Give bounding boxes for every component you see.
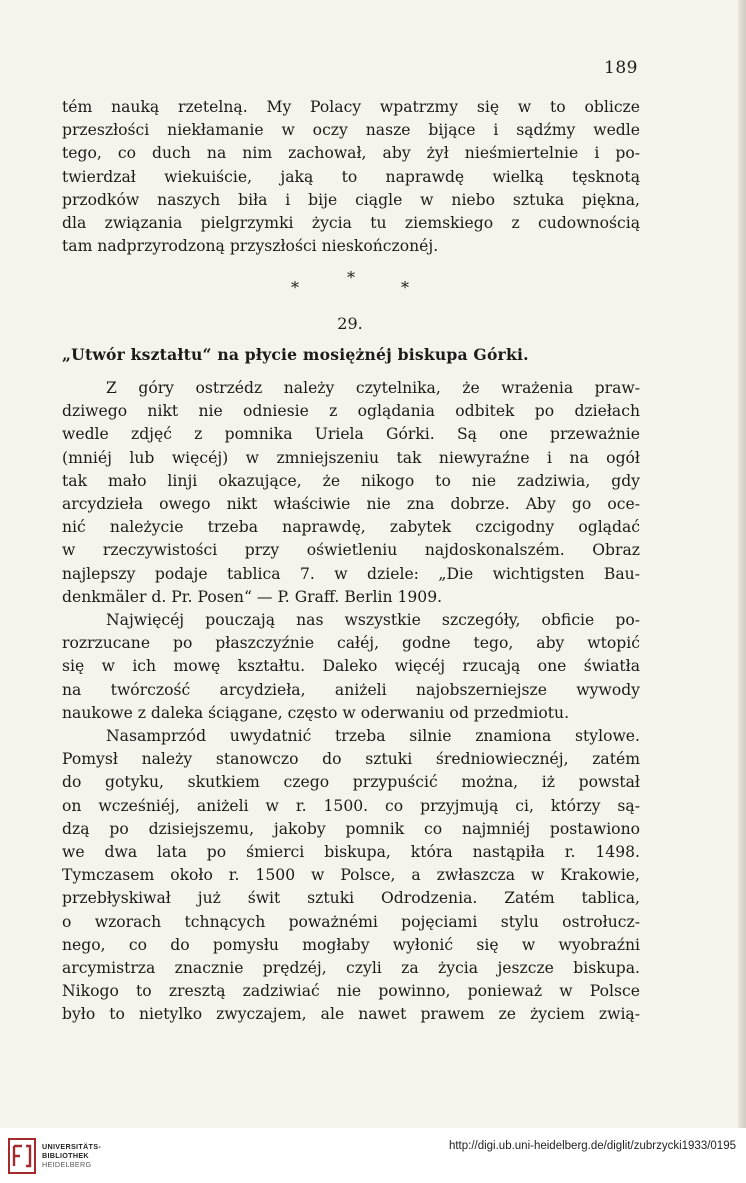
text-line: wedle zdjęć z pomnika Uriela Górki. Są one przeważnie <box>62 425 640 444</box>
separator-star: * <box>291 278 299 297</box>
page-number: 189 <box>604 58 638 78</box>
text-line: w rzeczywistości przy oświetleniu najdoskonalszém. Obraz <box>62 541 640 560</box>
logo-line: BIBLIOTHEK <box>42 1151 89 1160</box>
paragraph-2 <box>62 609 640 725</box>
text-line: Nasamprzód uwydatnić trzeba silnie znamiona stylowe. <box>106 727 640 745</box>
separator-star: * <box>401 278 409 297</box>
section-separator <box>285 268 415 298</box>
text-line: dzą po dzisiejszemu, jakoby pomnik co najmniéj postawiono <box>62 819 640 838</box>
text-line: on wcześniéj, aniżeli w r. 1500. co przyjmują ci, którzy są- <box>62 796 640 815</box>
text-line: dziwego nikt nie odniesie z oglądania odbitek po dziełach <box>62 402 640 421</box>
section-title: „Utwór kształtu“ na płycie mosiężnéj biskupa Górki. <box>62 345 529 364</box>
text-line: na twórczość arcydzieła, aniżeli najobszerniejsze wywody <box>62 680 640 699</box>
text-line: Pomysł należy stanowczo do sztuki średniowiecznéj, zatém <box>62 750 640 769</box>
text-line: nić należycie trzeba naprawdę, zabytek czcigodny oglądać <box>62 518 640 537</box>
paragraph-1 <box>62 377 640 609</box>
text-line: tego, co duch na nim zachował, aby żył nieśmiertelnie i po- <box>62 144 640 163</box>
text-line: tam nadprzyrodzoną przyszłości nieskończonéj. <box>62 237 439 256</box>
logo-line: UNIVERSITÄTS- <box>42 1142 102 1151</box>
text-line: dla związania pielgrzymki życia tu ziemskiego z cudownością <box>62 213 640 232</box>
text-line: we dwa lata po śmierci biskupa, która nastąpiła r. 1498. <box>62 842 640 861</box>
text-line: do gotyku, skutkiem czego przypuścić można, iż powstał <box>62 773 640 792</box>
text-line: naukowe z daleka ściągane, często w oderwaniu od przedmiotu. <box>62 703 570 722</box>
text-line: tak mało linji okazujące, że nikogo to nie zadziwia, gdy <box>62 471 640 490</box>
text-line: było to nietylko zwyczajem, ale nawet prawem ze życiem zwią- <box>62 1005 640 1024</box>
source-url-link[interactable]: http://digi.ub.uni-heidelberg.de/diglit/zubrzycki1933/0195 <box>448 1140 736 1152</box>
text-line: Nikogo to zresztą zadziwiać nie powinno, ponieważ w Polsce <box>62 982 640 1001</box>
footer-bar <box>0 1128 746 1183</box>
text-line: arcydzieła owego nikt właściwie nie zna dobrze. Aby go oce- <box>62 494 640 513</box>
text-line: twierdzał wiekuiście, jaką to naprawdę wielką tęsknotą <box>62 167 640 186</box>
text-line: najlepszy podaje tablica 7. w dziele: „Die wichtigsten Bau- <box>62 564 640 583</box>
library-logo-icon[interactable] <box>8 1138 36 1174</box>
separator-star: * <box>347 268 355 287</box>
text-line: się w ich mowę kształtu. Daleko więcéj rzucają one światła <box>62 657 640 676</box>
text-line: Z góry ostrzédz należy czytelnika, że wrażenia praw- <box>106 379 640 397</box>
page-edge <box>738 0 746 1128</box>
library-logo-text[interactable] <box>42 1142 101 1169</box>
text-line: tém nauką rzetelną. My Polacy wpatrzmy się w to oblicze <box>62 98 640 116</box>
text-line: nego, co do pomysłu mogłaby wyłonić się w wyobraźni <box>62 935 640 954</box>
text-line: przodków naszych biła i bije ciągle w niebo sztuka piękna, <box>62 190 640 209</box>
text-line: Tymczasem około r. 1500 w Polsce, a zwłaszcza w Krakowie, <box>62 866 640 885</box>
text-line: arcymistrza znacznie prędzéj, czyli za życia jeszcze biskupa. <box>62 958 640 977</box>
text-line: przeszłości niekłamanie w oczy nasze bijące i sądźmy wedle <box>62 121 640 140</box>
logo-line: HEIDELBERG <box>42 1160 92 1169</box>
paragraph-3 <box>62 725 640 1026</box>
section-number: 29. <box>337 314 363 333</box>
text-line: przebłyskiwał już świt sztuki Odrodzenia. Zatém tablica, <box>62 889 640 908</box>
text-line: denkmäler d. Pr. Posen“ — P. Graff. Berlin 1909. <box>62 587 443 606</box>
text-line: rozrzucane po płaszczyźnie całéj, godne tego, aby wtopić <box>62 634 640 653</box>
text-line: Najwięcéj pouczają nas wszystkie szczegóły, obficie po- <box>106 611 640 629</box>
text-line: o wzorach tchnących poważnémi pojęciami stylu ostrołucz- <box>62 912 640 931</box>
intro-text <box>62 96 640 258</box>
text-line: (mniéj lub więcéj) w zmniejszeniu tak niewyraźne i na ogół <box>62 448 640 467</box>
